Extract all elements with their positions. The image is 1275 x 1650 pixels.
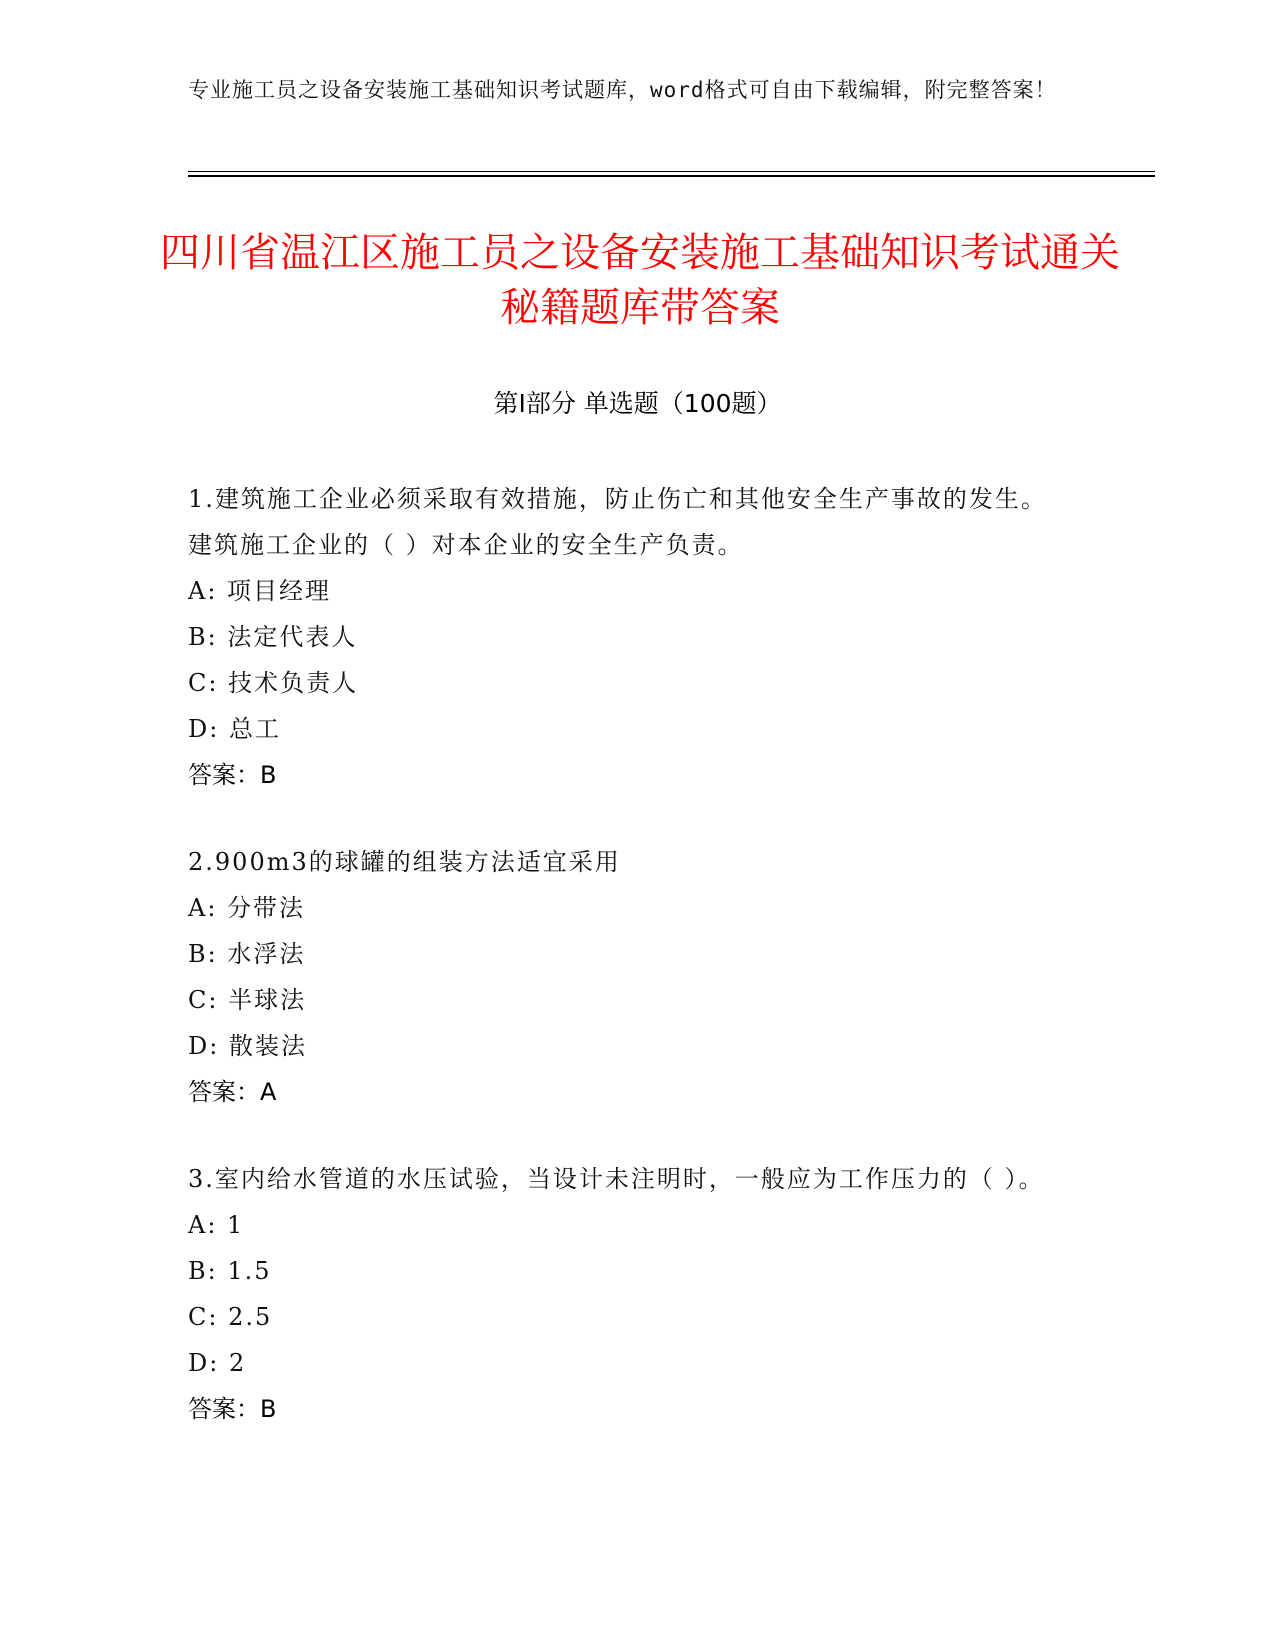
option-a: A: 1 [188,1211,245,1239]
question-item [188,476,1068,798]
question-stem: 3.室内给水管道的水压试验，当设计未注明时，一般应为工作压力的（ ）。 [188,1165,1045,1193]
answer-line: 答案：A [188,1078,277,1106]
option-d: D: 散装法 [188,1032,307,1060]
header-divider-thin [188,171,1155,172]
option-c: C: 技术负责人 [188,669,359,697]
question-item [188,1156,1068,1432]
answer-line: 答案：B [188,761,277,789]
section-heading: 第Ⅰ部分 单选题（100题） [493,389,782,418]
option-d: D: 2 [188,1349,247,1377]
option-b: B: 水浮法 [188,940,306,968]
option-a: A: 分带法 [188,894,306,922]
option-c: C: 2.5 [188,1303,273,1331]
question-stem: 2.900m3的球罐的组装方法适宜采用 [188,848,621,876]
option-a: A: 项目经理 [188,577,332,605]
option-d: D: 总工 [188,715,281,743]
header-divider-thick [188,175,1155,177]
header-note: 专业施工员之设备安装施工基础知识考试题库，word格式可自由下载编辑，附完整答案！ [188,78,1057,102]
document-title: 四川省温江区施工员之设备安装施工基础知识考试通关秘籍题库带答案 [160,230,1120,331]
question-list [188,476,1068,1473]
question-item [188,839,1068,1115]
answer-line: 答案：B [188,1395,277,1423]
option-b: B: 1.5 [188,1257,272,1285]
option-c: C: 半球法 [188,986,307,1014]
question-stem: 1.建筑施工企业必须采取有效措施，防止伤亡和其他安全生产事故的发生。建筑施工企业的（ ）对本企业的安全生产负责。 [188,485,1047,559]
option-b: B: 法定代表人 [188,623,358,651]
